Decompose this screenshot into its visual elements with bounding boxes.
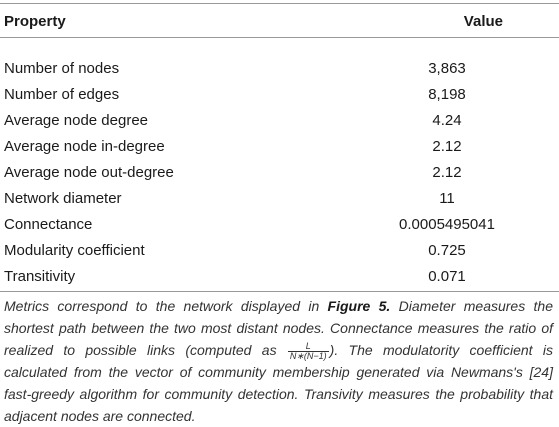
row-value: 0.071: [428, 268, 466, 285]
table-row: [0, 60, 559, 84]
formula-numerator: L: [288, 342, 329, 352]
connectance-formula: [288, 342, 329, 361]
row-value: 0.0005495041: [399, 216, 495, 233]
row-value: 4.24: [432, 112, 462, 129]
row-value: 11: [439, 190, 455, 207]
row-value: 2.12: [432, 164, 462, 181]
row-property: Modularity coefficient: [4, 242, 145, 259]
table-row: [0, 216, 559, 240]
row-property: Number of nodes: [4, 60, 120, 77]
row-value: 0.725: [428, 242, 466, 259]
table-row: [0, 190, 559, 214]
top-rule: [0, 3, 559, 4]
row-value: 3,863: [428, 60, 466, 77]
row-property: Network diameter: [4, 190, 122, 207]
row-property: Average node in-degree: [4, 138, 165, 155]
header-rule: [0, 37, 559, 38]
row-value: 8,198: [428, 86, 466, 103]
table-row: [0, 268, 559, 292]
bottom-rule: [0, 291, 559, 292]
formula-denominator: N∗(N−1): [289, 350, 327, 361]
table-row: [0, 138, 559, 162]
row-property: Number of edges: [4, 86, 120, 103]
figure-reference: Figure 5.: [327, 298, 391, 314]
table-footnote: [4, 295, 553, 427]
row-property: Average node out-degree: [4, 164, 174, 181]
row-property: Average node degree: [4, 112, 149, 129]
table-row: [0, 164, 559, 188]
footnote-text: ). The modulatority coefficient is calculated from the vector of community membership generated via Newmans's [24] fast-greedy algorithm for community detection. Transivity measures the probability that adjacent nodes are connected.: [4, 342, 553, 424]
row-property: Connectance: [4, 216, 93, 233]
table-row: [0, 86, 559, 110]
footnote-text: Diameter measures the shortest path between the two most distant nodes. Connectance measures the ratio of realized to possible links (computed as: [4, 298, 553, 358]
header-property: Property: [4, 13, 66, 30]
table-row: [0, 112, 559, 136]
table-row: [0, 242, 559, 266]
row-value: 2.12: [432, 138, 462, 155]
row-property: Transitivity: [4, 268, 76, 285]
header-value: Value: [463, 13, 503, 30]
footnote-text: Metrics correspond to the network displayed in: [4, 298, 328, 314]
